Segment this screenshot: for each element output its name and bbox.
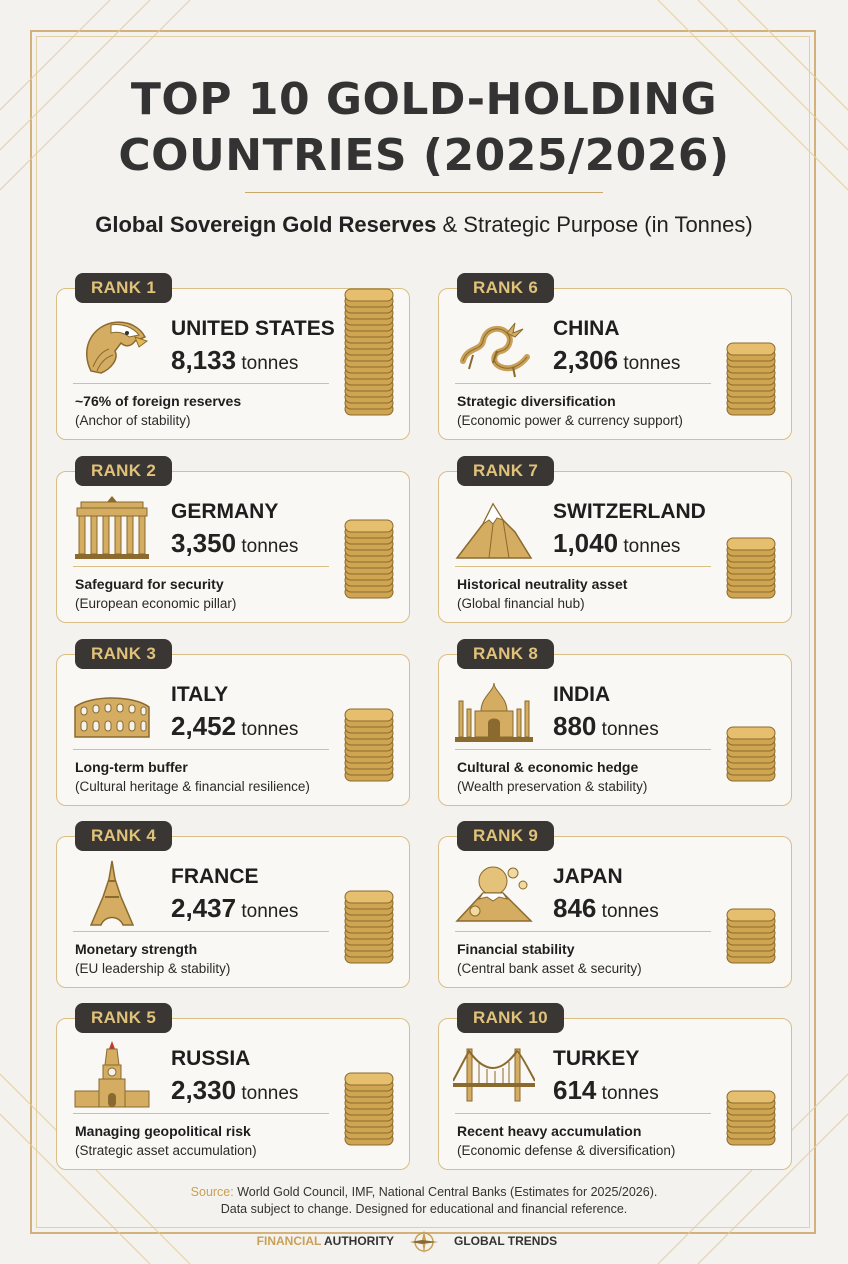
tonnes-number: 614 <box>553 1075 597 1105</box>
purpose-text: Cultural & economic hedge <box>457 759 639 775</box>
subtitle-bold: Global Sovereign Gold Reserves <box>95 212 437 237</box>
purpose-text: Long-term buffer <box>75 759 188 775</box>
tonnes-number: 2,437 <box>171 893 237 923</box>
tonnes-unit: tonnes <box>241 901 299 922</box>
tonnes-unit: tonnes <box>623 536 681 557</box>
purpose-text: Historical neutrality asset <box>457 576 628 592</box>
tonnes-value <box>553 528 680 559</box>
tonnes-value <box>553 1075 659 1106</box>
gold-coin-stack <box>343 518 395 600</box>
subtitle <box>0 212 848 238</box>
country-card-8 <box>438 644 792 806</box>
card-divider <box>73 383 329 384</box>
page-title <box>0 72 848 184</box>
tonnes-value <box>171 345 298 376</box>
purpose-note: (Economic defense & diversification) <box>457 1143 676 1158</box>
gold-coin <box>345 1073 393 1085</box>
purpose-text: Monetary strength <box>75 941 198 957</box>
bridge-icon <box>453 1041 535 1111</box>
rank-badge: RANK 10 <box>457 1003 564 1033</box>
purpose-note: (Central bank asset & security) <box>457 961 642 976</box>
rank-badge: RANK 6 <box>457 273 554 303</box>
source-text: World Gold Council, IMF, National Central Banks (Estimates for 2025/2026). <box>237 1185 658 1199</box>
footer-left-accent: FINANCIAL <box>256 1234 322 1248</box>
kremlin-tower-icon <box>71 1041 153 1111</box>
purpose-note: (European economic pillar) <box>75 596 237 611</box>
card-divider <box>455 1113 711 1114</box>
tonnes-unit: tonnes <box>601 719 659 740</box>
title-line-2: COUNTRIES (2025/2026) <box>118 130 730 181</box>
tonnes-number: 2,330 <box>171 1075 237 1105</box>
country-name: CHINA <box>553 317 620 340</box>
mount-fuji-icon <box>453 859 535 929</box>
country-name: RUSSIA <box>171 1047 251 1070</box>
tonnes-value <box>171 1075 298 1106</box>
rank-badge: RANK 3 <box>75 639 172 669</box>
source-label: Source: <box>190 1185 234 1199</box>
tonnes-unit: tonnes <box>241 353 299 374</box>
purpose-note: (Wealth preservation & stability) <box>457 779 648 794</box>
gold-coin <box>345 891 393 903</box>
purpose-text: Strategic diversification <box>457 393 616 409</box>
card-divider <box>455 749 711 750</box>
gold-coin-stack <box>725 341 777 417</box>
purpose-note: (Anchor of stability) <box>75 413 191 428</box>
purpose-note: (EU leadership & stability) <box>75 961 231 976</box>
country-card-5 <box>56 1008 410 1170</box>
title-line-1: TOP 10 GOLD-HOLDING <box>130 74 718 125</box>
card-divider <box>73 931 329 932</box>
tonnes-value <box>171 711 298 742</box>
tonnes-unit: tonnes <box>623 353 681 374</box>
tonnes-number: 846 <box>553 893 597 923</box>
country-name: SWITZERLAND <box>553 500 706 523</box>
rank-badge: RANK 8 <box>457 639 554 669</box>
gold-coin <box>345 520 393 532</box>
footer <box>0 1230 848 1254</box>
matterhorn-icon <box>453 494 535 564</box>
tonnes-value <box>553 345 680 376</box>
country-name: INDIA <box>553 683 611 706</box>
purpose-text: Safeguard for security <box>75 576 224 592</box>
tonnes-unit: tonnes <box>241 719 299 740</box>
tonnes-value <box>171 528 298 559</box>
country-name: JAPAN <box>553 865 623 888</box>
footer-left-rest: AUTHORITY <box>324 1234 394 1248</box>
card-divider <box>455 931 711 932</box>
country-name: GERMANY <box>171 500 279 523</box>
rank-badge: RANK 7 <box>457 456 554 486</box>
country-name: TURKEY <box>553 1047 640 1070</box>
tonnes-unit: tonnes <box>601 901 659 922</box>
gold-coin-stack <box>343 889 395 965</box>
rank-badge: RANK 5 <box>75 1003 172 1033</box>
title-divider <box>245 192 603 193</box>
colosseum-icon <box>71 677 153 747</box>
tonnes-number: 2,306 <box>553 345 619 375</box>
purpose-text: Recent heavy accumulation <box>457 1123 642 1139</box>
purpose-text: Managing geopolitical risk <box>75 1123 251 1139</box>
card-divider <box>455 383 711 384</box>
country-card-4 <box>56 826 410 988</box>
gold-coin <box>727 727 775 739</box>
purpose-note: (Economic power & currency support) <box>457 413 683 428</box>
eagle-icon <box>71 311 153 381</box>
card-divider <box>455 566 711 567</box>
country-name: FRANCE <box>171 865 259 888</box>
footer-brand-right: GLOBAL TRENDS <box>454 1234 558 1248</box>
gold-coin-stack <box>343 1071 395 1147</box>
rank-badge: RANK 1 <box>75 273 172 303</box>
purpose-note: (Global financial hub) <box>457 596 585 611</box>
tonnes-value <box>553 893 659 924</box>
country-name: ITALY <box>171 683 229 706</box>
tonnes-number: 8,133 <box>171 345 237 375</box>
purpose-note: (Cultural heritage & financial resilience) <box>75 779 310 794</box>
tonnes-unit: tonnes <box>601 1083 659 1104</box>
gold-coin <box>345 289 393 301</box>
subtitle-rest: & Strategic Purpose (in Tonnes) <box>442 212 753 237</box>
gold-coin-stack <box>343 707 395 783</box>
country-name: UNITED STATES <box>171 317 335 340</box>
country-card-1 <box>56 278 410 440</box>
rank-badge: RANK 9 <box>457 821 554 851</box>
gold-coin <box>345 709 393 721</box>
tonnes-number: 1,040 <box>553 528 619 558</box>
gold-coin <box>727 1091 775 1103</box>
country-card-6 <box>438 278 792 440</box>
country-card-7 <box>438 461 792 623</box>
tonnes-unit: tonnes <box>241 536 299 557</box>
country-card-2 <box>56 461 410 623</box>
eiffel-tower-icon <box>71 859 153 929</box>
rank-badge: RANK 2 <box>75 456 172 486</box>
tonnes-number: 3,350 <box>171 528 237 558</box>
gold-coin-stack <box>725 536 777 600</box>
tonnes-value <box>171 893 298 924</box>
tonnes-unit: tonnes <box>241 1083 299 1104</box>
rank-badge: RANK 4 <box>75 821 172 851</box>
purpose-text: Financial stability <box>457 941 575 957</box>
tonnes-number: 2,452 <box>171 711 237 741</box>
dragon-icon <box>453 311 535 381</box>
compass-icon <box>406 1230 442 1254</box>
country-card-9 <box>438 826 792 988</box>
card-divider <box>73 1113 329 1114</box>
purpose-text: ~76% of foreign reserves <box>75 393 242 409</box>
footer-brand-left <box>257 1234 394 1248</box>
country-card-10 <box>438 1008 792 1170</box>
taj-mahal-icon <box>453 677 535 747</box>
source-line-2: Data subject to change. Designed for educational and financial reference. <box>220 1202 628 1216</box>
gold-coin-stack <box>725 725 777 783</box>
gold-coin <box>727 909 775 921</box>
tonnes-number: 880 <box>553 711 597 741</box>
gold-coin-stack <box>725 907 777 965</box>
card-divider <box>73 566 329 567</box>
gold-coin-stack <box>343 287 395 417</box>
brandenburg-gate-icon <box>71 494 153 564</box>
card-divider <box>73 749 329 750</box>
source-note <box>0 1184 848 1218</box>
gold-coin <box>727 538 775 550</box>
tonnes-value <box>553 711 659 742</box>
gold-coin-stack <box>725 1089 777 1147</box>
gold-coin <box>727 343 775 355</box>
purpose-note: (Strategic asset accumulation) <box>75 1143 257 1158</box>
country-card-3 <box>56 644 410 806</box>
